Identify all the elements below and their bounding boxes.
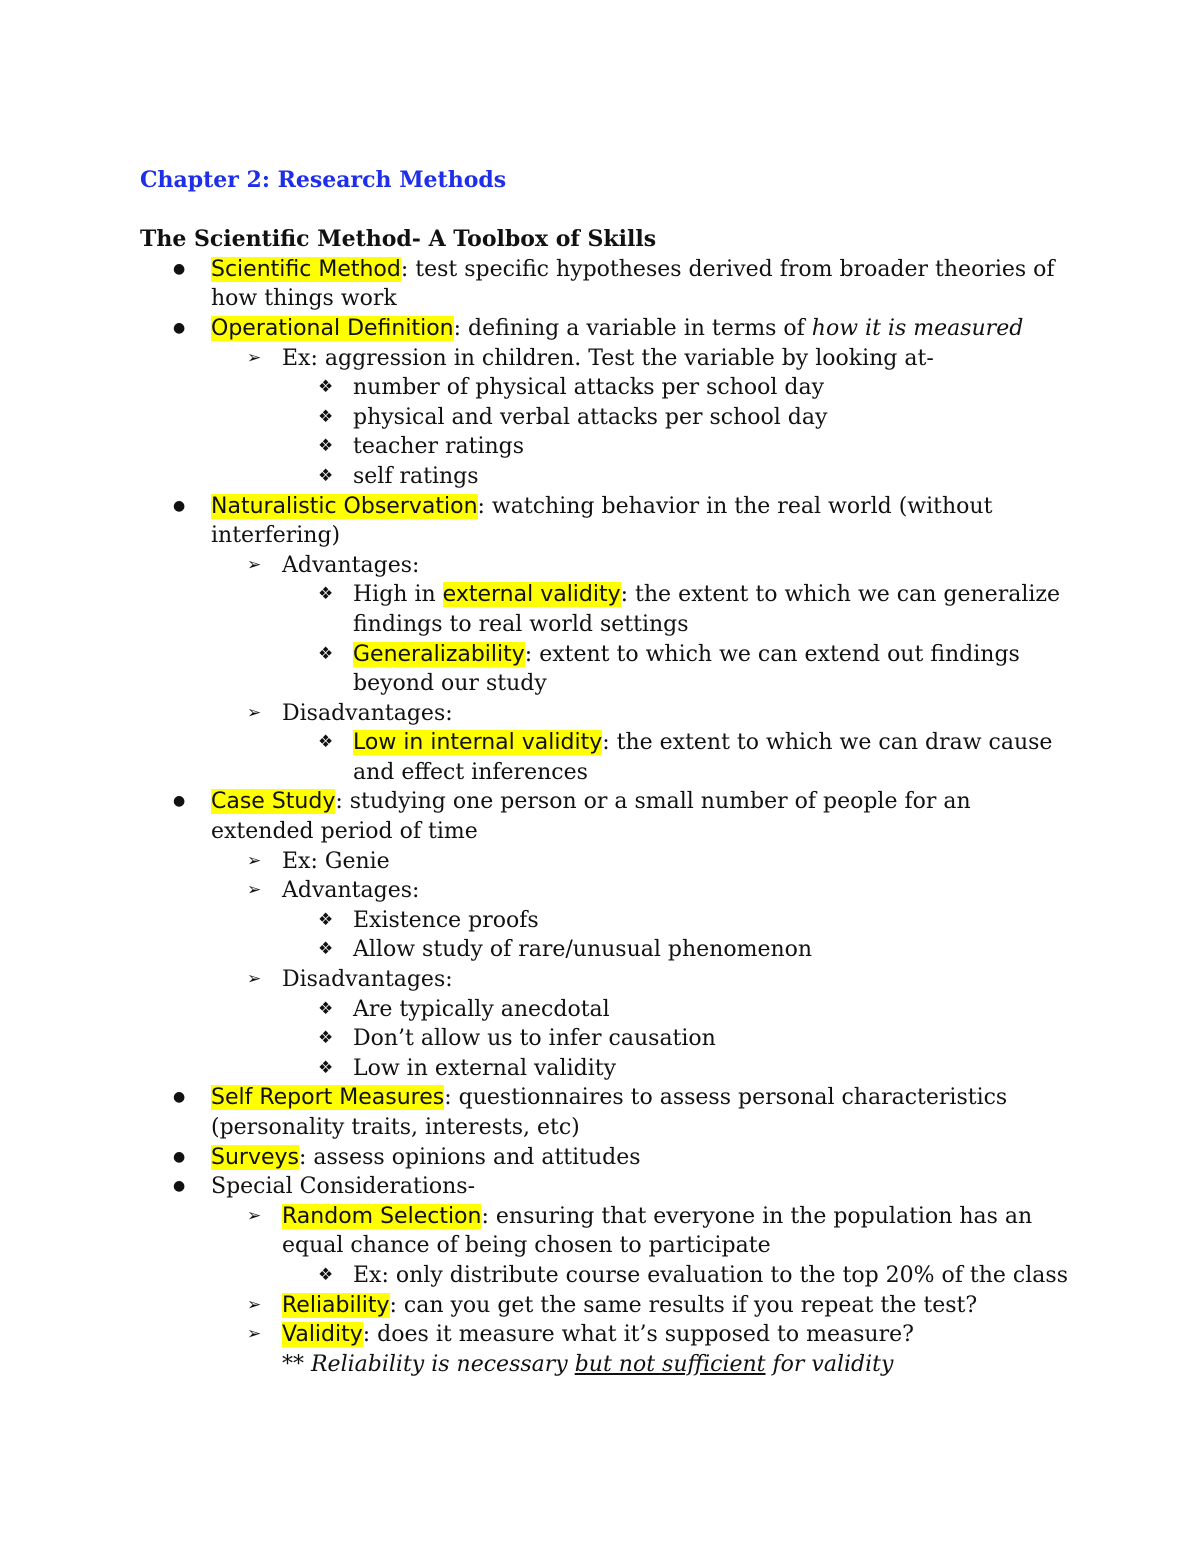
bullet-diamond-icon: ❖ [318,643,334,664]
bullet-dot-icon: ● [173,1178,186,1195]
list-item [140,432,1080,462]
disadvantages-label: Disadvantages: [282,700,453,726]
list-item-example [140,1261,1080,1291]
bullet-diamond-icon: ❖ [318,1057,334,1078]
document-body [140,166,1080,1379]
bullet-arrow-icon: ➢ [247,1294,262,1315]
list-item [140,403,1080,433]
note-underlined: but not sufficient [574,1351,766,1377]
item-text: number of physical attacks per school day [353,375,825,401]
item-text: Low in external validity [353,1055,617,1081]
list-item-self-report [140,1083,1080,1142]
bullet-dot-icon: ● [173,497,186,514]
definition-text: : the extent to which we can draw cause and effect inferences [353,730,1053,785]
item-text: Don’t allow us to infer causation [353,1026,716,1052]
highlighted-term: Case Study [211,789,336,815]
highlighted-term: Surveys [211,1144,299,1170]
section-heading: The Scientific Method- A Toolbox of Skills [140,226,657,253]
list-item-example [140,344,1080,374]
list-item-reliability [140,1291,1080,1321]
advantages-label: Advantages: [282,878,420,904]
item-prefix: High in [353,582,443,608]
item-text: physical and verbal attacks per school day [353,404,828,430]
highlighted-term: Naturalistic Observation [211,493,478,519]
bullet-diamond-icon: ❖ [318,909,334,930]
bullet-diamond-icon: ❖ [318,436,334,457]
item-text: Special Considerations- [211,1174,475,1200]
list-item-example [140,847,1080,877]
list-item-disadvantages [140,699,1080,729]
bullet-diamond-icon: ❖ [318,377,334,398]
bullet-diamond-icon: ❖ [318,732,334,753]
bullet-dot-icon: ● [173,319,186,336]
highlighted-term: Random Selection [282,1203,482,1229]
bullet-dot-icon: ● [173,793,186,810]
bullet-arrow-icon: ➢ [247,850,262,871]
bullet-diamond-icon: ❖ [318,1264,334,1285]
list-item [140,728,1080,787]
bullet-diamond-icon: ❖ [318,998,334,1019]
list-item-scientific-method [140,255,1080,314]
list-item [140,1024,1080,1054]
bullet-dot-icon: ● [173,1089,186,1106]
note-line [140,1350,1080,1380]
list-item-special-considerations [140,1172,1080,1202]
definition-text: : does it measure what it’s supposed to measure? [362,1322,914,1348]
bullet-diamond-icon: ❖ [318,1028,334,1049]
bullet-dot-icon: ● [173,260,186,277]
list-item-case-study [140,787,1080,846]
advantages-label: Advantages: [282,552,420,578]
definition-text: : questionnaires to assess personal characteristics (personality traits, interests, etc) [211,1085,1008,1140]
highlighted-term: Operational Definition [211,315,454,341]
definition-text: : extent to which we can extend out findings beyond our study [353,641,1020,697]
list-item-validity [140,1320,1080,1350]
list-item [140,935,1080,965]
definition-text: : assess opinions and attitudes [299,1144,641,1170]
definition-text: : can you get the same results if you repeat the test? [389,1292,978,1318]
list-item-disadvantages [140,965,1080,995]
definition-text: : studying one person or a small number of people for an extended period of time [211,789,971,845]
bullet-arrow-icon: ➢ [247,1324,262,1345]
chapter-title: Chapter 2: Research Methods [140,167,507,193]
highlighted-term: Validity [282,1322,363,1348]
highlighted-term: Generalizability [353,641,525,667]
highlighted-term: external validity [442,582,621,608]
definition-text: : test specific hypotheses derived from broader theories of how things work [211,256,1055,312]
list-item-operational-definition [140,314,1080,344]
example-text: Ex: Genie [282,848,390,874]
list-item [140,580,1080,639]
list-item [140,640,1080,699]
example-text: Ex: aggression in children. Test the variable by looking at- [282,345,934,371]
list-item-advantages [140,876,1080,906]
highlighted-term: Scientific Method [211,256,401,282]
bullet-arrow-icon: ➢ [247,1205,262,1226]
highlighted-term: Reliability [282,1292,390,1318]
item-text: Existence proofs [353,907,539,933]
definition-text: : the extent to which we can generalize findings to real world settings [353,582,1061,637]
bullet-arrow-icon: ➢ [247,702,262,723]
bullet-diamond-icon: ❖ [318,406,334,427]
list-item-naturalistic-observation [140,492,1080,551]
list-item-surveys [140,1143,1080,1173]
bullet-diamond-icon: ❖ [318,584,334,605]
list-item [140,462,1080,492]
list-item-advantages [140,551,1080,581]
note-suffix: for validity [765,1351,894,1377]
bullet-arrow-icon: ➢ [247,554,262,575]
definition-text: : ensuring that everyone in the population has an equal chance of being chosen to participate [282,1203,1033,1259]
bullet-dot-icon: ● [173,1148,186,1165]
list-item [140,1054,1080,1084]
example-text: Ex: only distribute course evaluation to the top 20% of the class [353,1262,1068,1288]
item-text: teacher ratings [353,434,525,460]
list-item [140,906,1080,936]
item-text: Allow study of rare/unusual phenomenon [353,937,813,963]
bullet-diamond-icon: ❖ [318,465,334,486]
highlighted-term: Self Report Measures [211,1085,445,1111]
definition-text: : defining a variable in terms of [453,315,812,341]
list-item-random-selection [140,1202,1080,1261]
item-text: self ratings [353,463,479,489]
highlighted-term: Low in internal validity [353,730,603,756]
bullet-arrow-icon: ➢ [247,347,262,368]
definition-text: : watching behavior in the real world (without interfering) [211,493,993,549]
bullet-diamond-icon: ❖ [318,939,334,960]
list-item [140,373,1080,403]
note-prefix: ** Reliability is necessary [282,1351,575,1377]
bullet-arrow-icon: ➢ [247,880,262,901]
italic-text: how it is measured [811,315,1024,341]
disadvantages-label: Disadvantages: [282,967,453,993]
item-text: Are typically anecdotal [353,996,610,1022]
list-item [140,995,1080,1025]
bullet-arrow-icon: ➢ [247,969,262,990]
